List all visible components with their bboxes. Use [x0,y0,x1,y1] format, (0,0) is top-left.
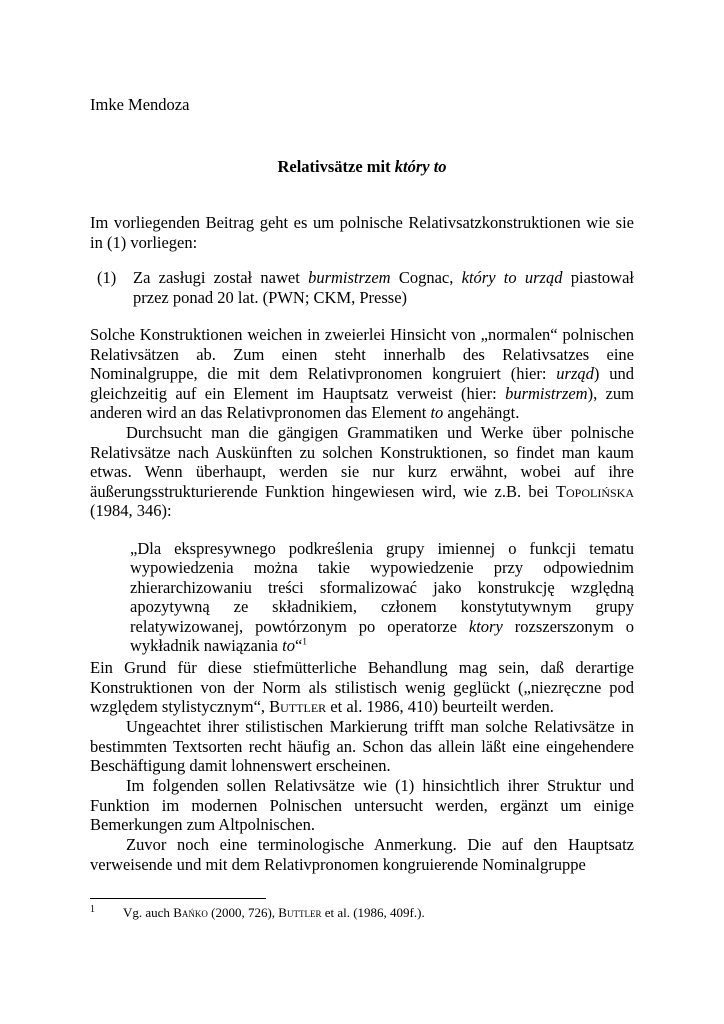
footnote-divider [90,898,266,899]
paragraph-1: Solche Konstruktionen weichen in zweierlei Hinsicht von „normalen“ polnischen Relativsätzen ab. Zum einen steht innerhalb des Relativsatzes eine Nominalgruppe, die mit dem Relativpronomen kongruiert (hier: urząd) und gleichzeitig auf ein Element im Hauptsatz verweist (hier: burmistrzem), zum anderen wird an das Relativpronomen das Element to angehängt. [90,325,634,423]
footnote-text: Vg. auch Bańko (2000, 726), Buttler et al. (1986, 409f.). [123,905,425,920]
example-text: Za zasługi został nawet burmistrzem Cognac, który to urząd piastował przez ponad 20 lat. (PWN; CKM, Presse) [133,268,634,307]
paragraph-4: Ungeachtet ihrer stilistischen Markierung trifft man solche Relativsätze in bestimmten Textsorten recht häufig an. Schon das allein läßt eine eingehendere Beschäftigung damit lohnenswert erscheinen. [90,717,634,776]
footnote-reference[interactable]: 1 [302,637,308,648]
paragraph-2: Durchsucht man die gängigen Grammatiken und Werke über polnische Relativsätze nach Auskünften zu solchen Konstruktionen, so findet man kaum etwas. Wenn überhaupt, werden sie nur kurz erwähnt, wobei auf ihre äußerungsstrukturierende Funktion hingewiesen wird, wie z.B. bei Topolińska (1984, 346): [90,423,634,521]
title-text: Relativsätze mit [277,157,395,176]
title-italic: który to [394,157,447,176]
paragraph-6: Zuvor noch eine terminologische Anmerkung. Die auf den Hauptsatz verweisende und mit dem Relativpronomen kongruierende Nominalgruppe [90,835,634,874]
footnote-1 [90,905,634,921]
block-quote: „Dla ekspresywnego podkreślenia grupy imiennej o funkcji tematu wypowiedzenia można takie wypowiedzenie przy odpowiednim zhierarchizowaniu treści sformalizować jako konstrukcję względną apozytywną ze składnikiem, członem konstytutywnym grupy relatywizowanej, powtórzonym po operatorze ktory rozszerszonym o wykładnik nawiązania to“$^1$ [130,539,634,656]
author-name: Imke Mendoza [90,95,190,114]
example-1 [97,268,634,307]
paragraph-5: Im folgenden sollen Relativsätze wie (1) hinsichtlich ihrer Struktur und Funktion im modernen Polnischen untersucht werden, ergänzt um einige Bemerkungen zum Altpolnischen. [90,776,634,835]
page-title [0,157,724,177]
intro-paragraph: Im vorliegenden Beitrag geht es um polnische Relativsatzkonstruktionen wie sie in (1) vorliegen: [90,213,634,252]
footnote-number: 1 [90,904,95,915]
paragraph-3: Ein Grund für diese stiefmütterliche Behandlung mag sein, daß derartige Konstruktionen von der Norm als stilistisch wenig geglückt („niezręczne pod względem stylistycznym“, Buttler et al. 1986, 410) beurteilt werden. [90,658,634,717]
example-number: (1) [97,268,117,287]
